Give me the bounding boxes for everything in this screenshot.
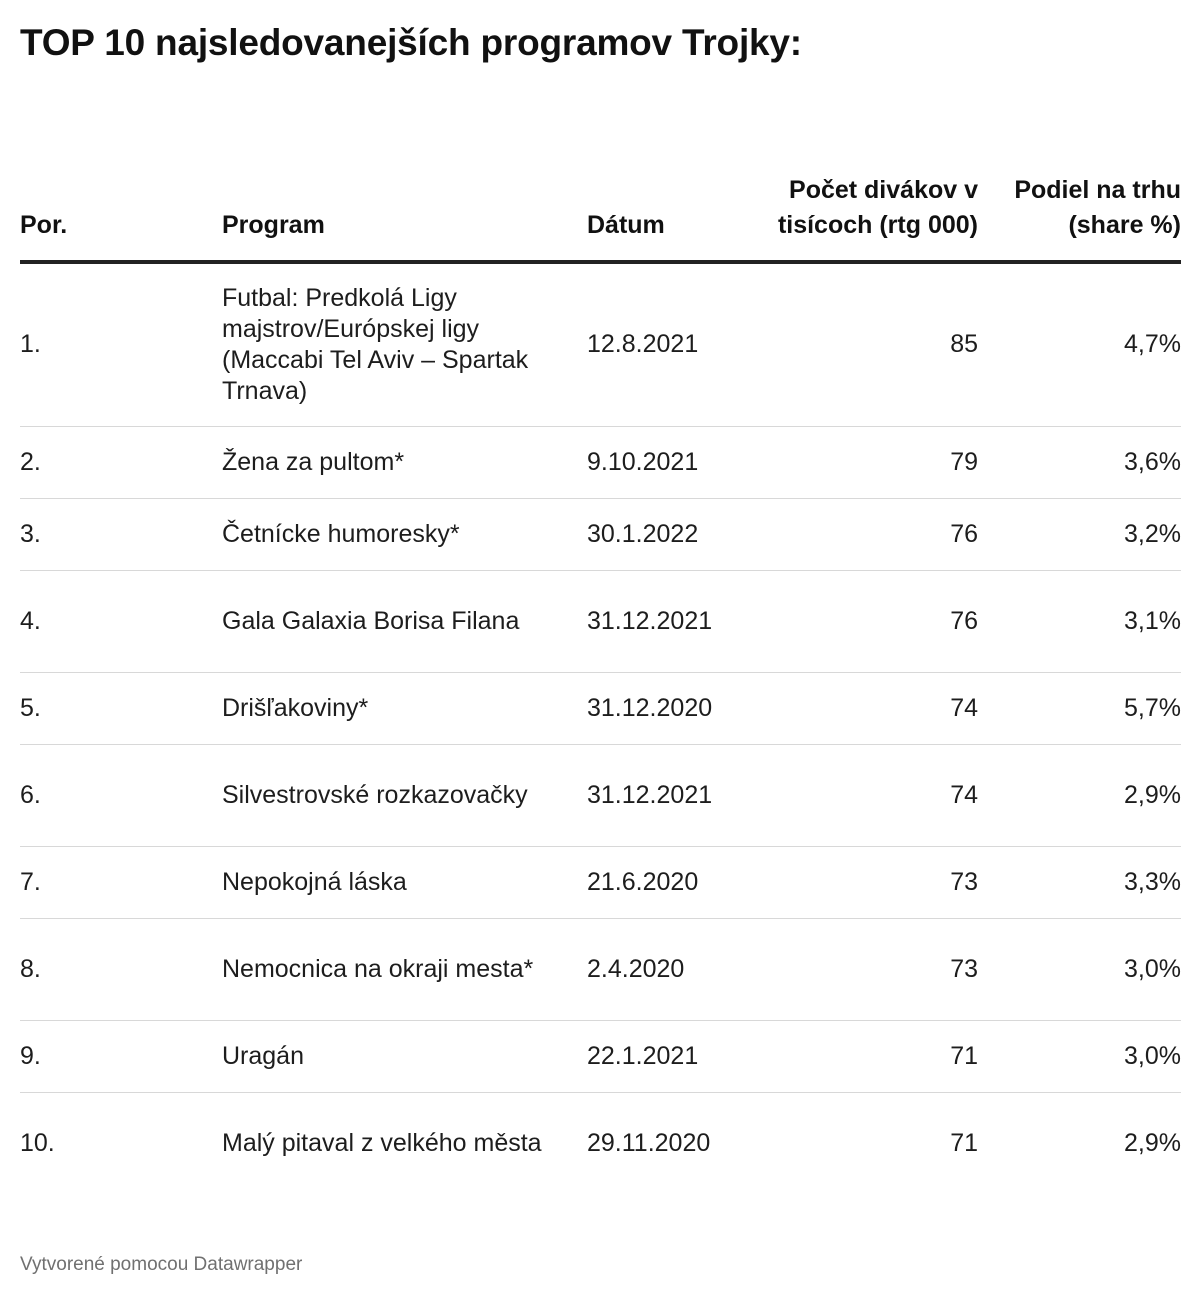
cell-share: 3,3%: [978, 846, 1181, 918]
cell-viewers: 74: [772, 672, 978, 744]
cell-date: 22.1.2021: [587, 1020, 772, 1092]
cell-date: 29.11.2020: [587, 1128, 711, 1157]
chart-title: TOP 10 najsledovanejších programov Trojky:: [20, 22, 802, 63]
header-rank: Por.: [20, 122, 222, 262]
table-row: [20, 570, 1181, 672]
cell-viewers: 85: [772, 262, 978, 426]
cell-date: 31.12.2021: [587, 744, 772, 846]
header-program: Program: [222, 122, 587, 262]
table-row: [20, 426, 1181, 498]
table-row: [20, 744, 1181, 846]
cell-rank: 10.: [20, 1128, 55, 1157]
cell-rank: 8.: [20, 918, 222, 1020]
cell-share: 3,0%: [978, 1020, 1181, 1092]
table-row: [20, 498, 1181, 570]
cell-program: Nemocnica na okraji mesta*: [222, 918, 587, 1020]
cell-program: Malý pitaval z velkého města: [222, 1128, 542, 1157]
cell-program: Silvestrovské rozkazovačky: [222, 744, 587, 846]
cell-date: 12.8.2021: [587, 262, 772, 426]
table-row: [20, 1020, 1181, 1092]
cell-share: 3,2%: [978, 498, 1181, 570]
header-viewers: Počet divákov v tisícoch (rtg 000): [772, 122, 978, 262]
cell-viewers: 74: [772, 744, 978, 846]
cell-date: 21.6.2020: [587, 846, 772, 918]
credit-footer: Vytvorené pomocou Datawrapper: [20, 1254, 303, 1275]
table-row: [20, 1092, 1181, 1194]
cell-share: 3,6%: [978, 426, 1181, 498]
cell-rank: 4.: [20, 570, 222, 672]
cell-rank: 1.: [20, 262, 222, 426]
table-row: [20, 846, 1181, 918]
cell-share: 2,9%: [1124, 1128, 1181, 1157]
cell-date: 31.12.2020: [587, 672, 772, 744]
cell-share: 4,7%: [978, 262, 1181, 426]
cell-viewers: 76: [772, 570, 978, 672]
cell-share: 3,0%: [978, 918, 1181, 1020]
cell-rank: 7.: [20, 846, 222, 918]
cell-share: 3,1%: [978, 570, 1181, 672]
header-row: [20, 122, 1181, 262]
header-date: Dátum: [587, 122, 772, 262]
cell-rank: 3.: [20, 498, 222, 570]
header-share: Podiel na trhu (share %): [978, 122, 1181, 262]
cell-program: Nepokojná láska: [222, 846, 587, 918]
cell-rank: 2.: [20, 426, 222, 498]
cell-date: 9.10.2021: [587, 426, 772, 498]
cell-viewers: 71: [950, 1128, 978, 1157]
cell-date: 2.4.2020: [587, 918, 772, 1020]
ratings-table: [20, 122, 1181, 1194]
cell-share: 2,9%: [978, 744, 1181, 846]
cell-rank: 5.: [20, 672, 222, 744]
cell-viewers: 79: [772, 426, 978, 498]
cell-share: 5,7%: [978, 672, 1181, 744]
cell-program: Gala Galaxia Borisa Filana: [222, 570, 587, 672]
cell-viewers: 73: [772, 846, 978, 918]
table-header: [20, 122, 1181, 262]
cell-rank: 6.: [20, 744, 222, 846]
cell-viewers: 73: [772, 918, 978, 1020]
cell-viewers: 76: [772, 498, 978, 570]
cell-program: Žena za pultom*: [222, 426, 587, 498]
cell-program: Četnícke humoresky*: [222, 498, 587, 570]
table-row: [20, 672, 1181, 744]
table-body: [20, 262, 1181, 1194]
cell-program: Uragán: [222, 1020, 587, 1092]
table-row: [20, 918, 1181, 1020]
cell-date: 31.12.2021: [587, 570, 772, 672]
table-row: [20, 262, 1181, 426]
cell-program: Futbal: Predkolá Ligy majstrov/Európskej ligy (Maccabi Tel Aviv – Spartak Trnava): [222, 262, 587, 426]
cell-date: 30.1.2022: [587, 498, 772, 570]
cell-rank: 9.: [20, 1020, 222, 1092]
cell-program: Drišľakoviny*: [222, 672, 587, 744]
cell-viewers: 71: [772, 1020, 978, 1092]
